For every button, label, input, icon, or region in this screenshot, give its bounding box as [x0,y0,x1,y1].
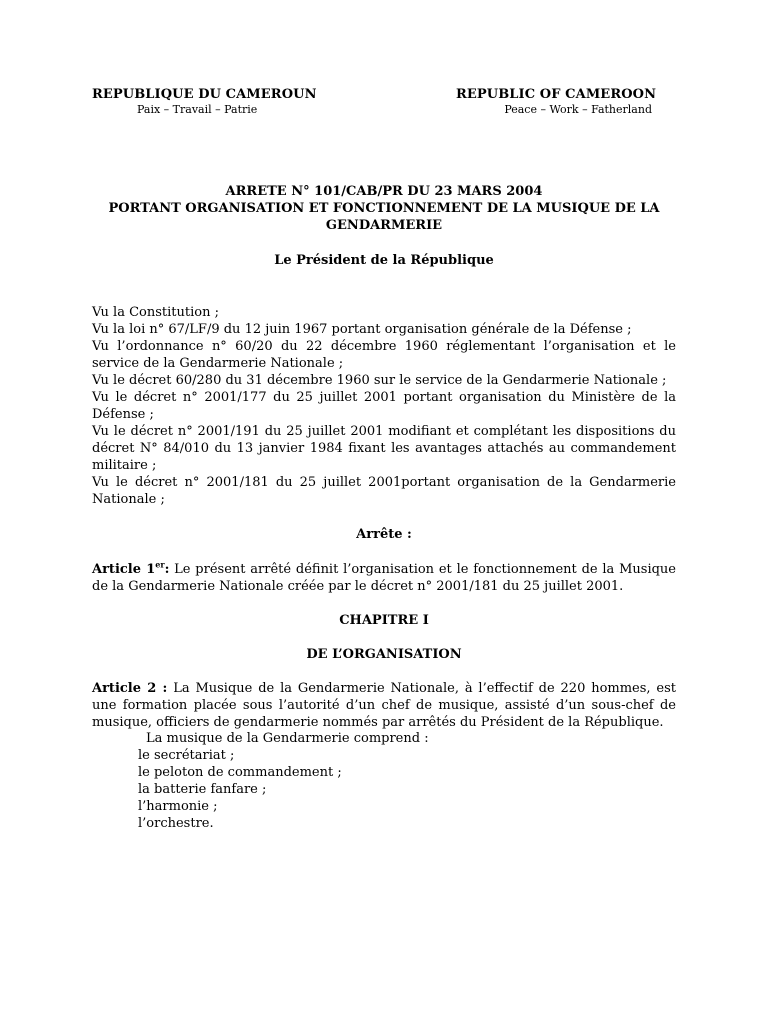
list-item: le secrétariat ; [138,748,235,763]
issuer-heading: Le Président de la République [274,253,494,268]
article-1 [92,561,676,595]
article-2-label: Article 2 : [92,681,168,696]
composition-list [138,747,342,832]
header-english [456,87,657,117]
chapter-number: CHAPITRE I [339,613,429,628]
visa-item: Vu le décret n° 2001/181 du 25 juillet 2001portant organisation de la Gendarmerie Nationale ; [92,475,676,507]
article-1-label: Article 1er: [92,559,170,577]
visa-item: Vu l’ordonnance n° 60/20 du 22 décembre 1960 réglementant l’organisation et le service de la Gendarmerie Nationale ; [92,339,676,371]
visa-item: Vu le décret n° 2001/177 du 25 juillet 2001 portant organisation du Ministère de la Défense ; [92,390,676,422]
visas-list [92,304,676,508]
list-item: la batterie fanfare ; [138,782,267,797]
motto-en: Peace – Work – Fatherland [504,103,652,116]
visa-item: Vu le décret n° 2001/191 du 25 juillet 2001 modifiant et complétant les dispositions du décret N° 84/010 du 13 janvier 1984 fixant les avantages attachés au commandement militaire ; [92,424,676,473]
visa-item: Vu le décret 60/280 du 31 décembre 1960 sur le service de la Gendarmerie Nationale ; [92,373,667,388]
decree-title [92,183,676,234]
country-name-en: REPUBLIC OF CAMEROON [456,87,657,102]
chapter-title: DE L’ORGANISATION [306,647,462,662]
list-item: le peloton de commandement ; [138,765,342,780]
article-2-text: La Musique de la Gendarmerie Nationale, à l’effectif de 220 hommes, est une formation placée sous l’autorité d’un chef de musique, assisté d’un sous-chef de musique, officiers de gendarmerie nommés par arrêtés du Président de la République. [92,681,677,730]
decides-heading: Arrête : [356,527,412,542]
list-item: l’orchestre. [138,816,214,831]
composition-intro: La musique de la Gendarmerie comprend : [146,731,429,746]
list-item: l’harmonie ; [138,799,218,814]
decree-subject: PORTANT ORGANISATION ET FONCTIONNEMENT DE LA MUSIQUE DE LA GENDARMERIE [108,201,660,233]
header-french [92,87,317,117]
country-name-fr: REPUBLIQUE DU CAMEROUN [92,87,317,102]
article-2 [92,680,676,731]
decree-number: ARRETE N° 101/CAB/PR DU 23 MARS 2004 [225,184,543,199]
visa-item: Vu la loi n° 67/LF/9 du 12 juin 1967 portant organisation générale de la Défense ; [92,322,632,337]
article-1-text: Le présent arrêté définit l’organisation et le fonctionnement de la Musique de la Gendarmerie Nationale créée par le décret n° 2001/181 du 25 juillet 2001. [92,562,676,594]
article-1-sup: er [155,559,165,570]
motto-fr: Paix – Travail – Patrie [137,103,258,116]
visa-item: Vu la Constitution ; [92,305,219,320]
